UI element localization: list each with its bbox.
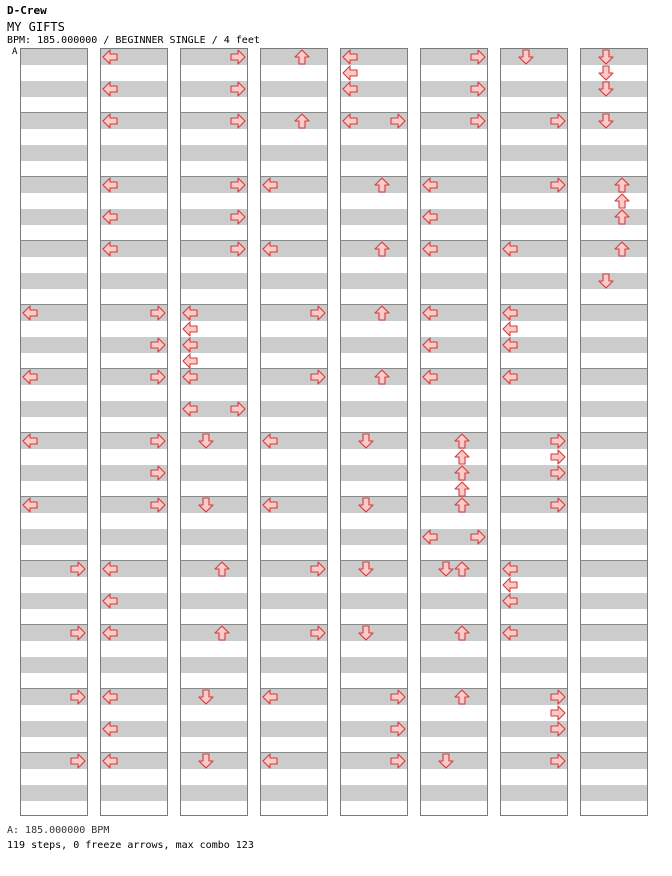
measure-line: [581, 752, 647, 753]
arrow-right-icon: [390, 753, 406, 769]
arrow-right-icon: [230, 401, 246, 417]
chart-column: [500, 48, 568, 816]
arrow-left-icon: [502, 593, 518, 609]
arrow-right-icon: [230, 81, 246, 97]
arrow-right-icon: [550, 497, 566, 513]
measure-line: [581, 304, 647, 305]
measure-line: [581, 496, 647, 497]
arrow-up-icon: [614, 241, 630, 257]
arrow-right-icon: [550, 113, 566, 129]
measure-line: [181, 752, 247, 753]
arrow-right-icon: [470, 113, 486, 129]
arrow-right-icon: [70, 625, 86, 641]
arrow-left-icon: [502, 305, 518, 321]
arrow-left-icon: [422, 369, 438, 385]
chart-column: [580, 48, 648, 816]
arrow-up-icon: [294, 49, 310, 65]
arrow-down-icon: [518, 49, 534, 65]
arrow-left-icon: [102, 561, 118, 577]
arrow-right-icon: [150, 497, 166, 513]
arrow-down-icon: [198, 753, 214, 769]
arrow-left-icon: [262, 177, 278, 193]
arrow-up-icon: [454, 497, 470, 513]
chart-info: BPM: 185.000000 / BEGINNER SINGLE / 4 feet: [7, 35, 260, 46]
arrow-down-icon: [358, 433, 374, 449]
arrow-right-icon: [390, 689, 406, 705]
arrow-right-icon: [550, 689, 566, 705]
arrow-left-icon: [102, 113, 118, 129]
arrow-down-icon: [198, 433, 214, 449]
arrow-up-icon: [454, 561, 470, 577]
arrow-left-icon: [102, 177, 118, 193]
measure-line: [581, 368, 647, 369]
measure-line: [181, 496, 247, 497]
arrow-right-icon: [390, 721, 406, 737]
arrow-right-icon: [550, 705, 566, 721]
measure-line: [581, 560, 647, 561]
arrow-left-icon: [502, 369, 518, 385]
arrow-up-icon: [614, 209, 630, 225]
arrow-right-icon: [310, 561, 326, 577]
arrow-down-icon: [358, 625, 374, 641]
arrow-up-icon: [454, 465, 470, 481]
arrow-left-icon: [102, 593, 118, 609]
arrow-left-icon: [342, 113, 358, 129]
arrow-up-icon: [374, 369, 390, 385]
arrow-right-icon: [230, 177, 246, 193]
arrow-right-icon: [390, 113, 406, 129]
measure-line: [581, 624, 647, 625]
arrow-up-icon: [374, 177, 390, 193]
arrow-left-icon: [22, 497, 38, 513]
arrow-right-icon: [70, 753, 86, 769]
arrow-left-icon: [262, 753, 278, 769]
arrow-down-icon: [438, 753, 454, 769]
arrow-up-icon: [454, 449, 470, 465]
arrow-down-icon: [598, 49, 614, 65]
arrow-up-icon: [374, 305, 390, 321]
measure-line: [581, 112, 647, 113]
arrow-left-icon: [422, 337, 438, 353]
arrow-up-icon: [454, 625, 470, 641]
arrow-left-icon: [102, 689, 118, 705]
arrow-down-icon: [438, 561, 454, 577]
arrow-right-icon: [230, 209, 246, 225]
measure-line: [421, 752, 487, 753]
measure-line: [341, 624, 407, 625]
measure-line: [341, 560, 407, 561]
measure-line: [21, 112, 87, 113]
arrow-up-icon: [454, 433, 470, 449]
arrow-left-icon: [102, 209, 118, 225]
arrow-left-icon: [422, 241, 438, 257]
arrow-down-icon: [198, 497, 214, 513]
arrow-right-icon: [230, 49, 246, 65]
arrow-left-icon: [262, 433, 278, 449]
arrow-left-icon: [262, 241, 278, 257]
arrow-left-icon: [22, 305, 38, 321]
measure-line: [181, 432, 247, 433]
bpm-marker-label: A: [12, 47, 18, 57]
song-title: MY GIFTS: [7, 20, 65, 34]
arrow-left-icon: [102, 721, 118, 737]
arrow-right-icon: [550, 753, 566, 769]
arrow-right-icon: [470, 529, 486, 545]
arrow-right-icon: [150, 337, 166, 353]
arrow-right-icon: [150, 465, 166, 481]
arrow-left-icon: [102, 81, 118, 97]
arrow-right-icon: [230, 113, 246, 129]
chart-column: [180, 48, 248, 816]
arrow-up-icon: [454, 481, 470, 497]
arrow-left-icon: [262, 497, 278, 513]
measure-line: [21, 176, 87, 177]
arrow-down-icon: [358, 561, 374, 577]
arrow-right-icon: [230, 241, 246, 257]
arrow-left-icon: [422, 529, 438, 545]
arrow-up-icon: [374, 241, 390, 257]
arrow-right-icon: [150, 369, 166, 385]
arrow-right-icon: [70, 561, 86, 577]
arrow-left-icon: [342, 49, 358, 65]
arrow-left-icon: [342, 81, 358, 97]
arrow-down-icon: [598, 273, 614, 289]
arrow-right-icon: [150, 305, 166, 321]
arrow-up-icon: [614, 193, 630, 209]
arrow-up-icon: [454, 689, 470, 705]
arrow-right-icon: [150, 433, 166, 449]
bpm-summary: A: 185.000000 BPM: [7, 825, 110, 836]
arrow-left-icon: [22, 369, 38, 385]
arrow-left-icon: [502, 241, 518, 257]
arrow-right-icon: [550, 465, 566, 481]
arrow-left-icon: [182, 321, 198, 337]
chart-column: [20, 48, 88, 816]
arrow-right-icon: [70, 689, 86, 705]
arrow-left-icon: [502, 625, 518, 641]
arrow-left-icon: [502, 577, 518, 593]
arrow-left-icon: [502, 561, 518, 577]
arrow-left-icon: [182, 401, 198, 417]
arrow-up-icon: [294, 113, 310, 129]
arrow-left-icon: [262, 689, 278, 705]
arrow-left-icon: [422, 209, 438, 225]
chart-column: [260, 48, 328, 816]
arrow-left-icon: [22, 433, 38, 449]
measure-line: [181, 688, 247, 689]
arrow-right-icon: [310, 369, 326, 385]
measure-line: [581, 688, 647, 689]
arrow-right-icon: [310, 625, 326, 641]
arrow-down-icon: [598, 113, 614, 129]
arrow-down-icon: [198, 689, 214, 705]
arrow-left-icon: [502, 321, 518, 337]
arrow-right-icon: [470, 81, 486, 97]
measure-line: [341, 432, 407, 433]
measure-line: [581, 432, 647, 433]
arrow-up-icon: [214, 561, 230, 577]
measure-line: [21, 240, 87, 241]
arrow-up-icon: [214, 625, 230, 641]
chart-column: [100, 48, 168, 816]
arrow-left-icon: [502, 337, 518, 353]
arrow-left-icon: [422, 177, 438, 193]
measure-line: [341, 496, 407, 497]
arrow-down-icon: [358, 497, 374, 513]
arrow-left-icon: [182, 353, 198, 369]
arrow-left-icon: [182, 337, 198, 353]
arrow-left-icon: [102, 241, 118, 257]
arrow-left-icon: [342, 65, 358, 81]
arrow-right-icon: [550, 177, 566, 193]
arrow-right-icon: [470, 49, 486, 65]
artist-name: D-Crew: [7, 4, 47, 17]
arrow-right-icon: [550, 449, 566, 465]
chart-column: [420, 48, 488, 816]
arrow-left-icon: [102, 49, 118, 65]
arrow-left-icon: [422, 305, 438, 321]
arrow-left-icon: [102, 753, 118, 769]
arrow-right-icon: [310, 305, 326, 321]
arrow-left-icon: [102, 625, 118, 641]
arrow-right-icon: [550, 433, 566, 449]
arrow-right-icon: [550, 721, 566, 737]
arrow-left-icon: [182, 305, 198, 321]
arrow-down-icon: [598, 65, 614, 81]
arrow-up-icon: [614, 177, 630, 193]
chart-column: [340, 48, 408, 816]
step-stats: 119 steps, 0 freeze arrows, max combo 123: [7, 840, 254, 851]
arrow-left-icon: [182, 369, 198, 385]
arrow-down-icon: [598, 81, 614, 97]
